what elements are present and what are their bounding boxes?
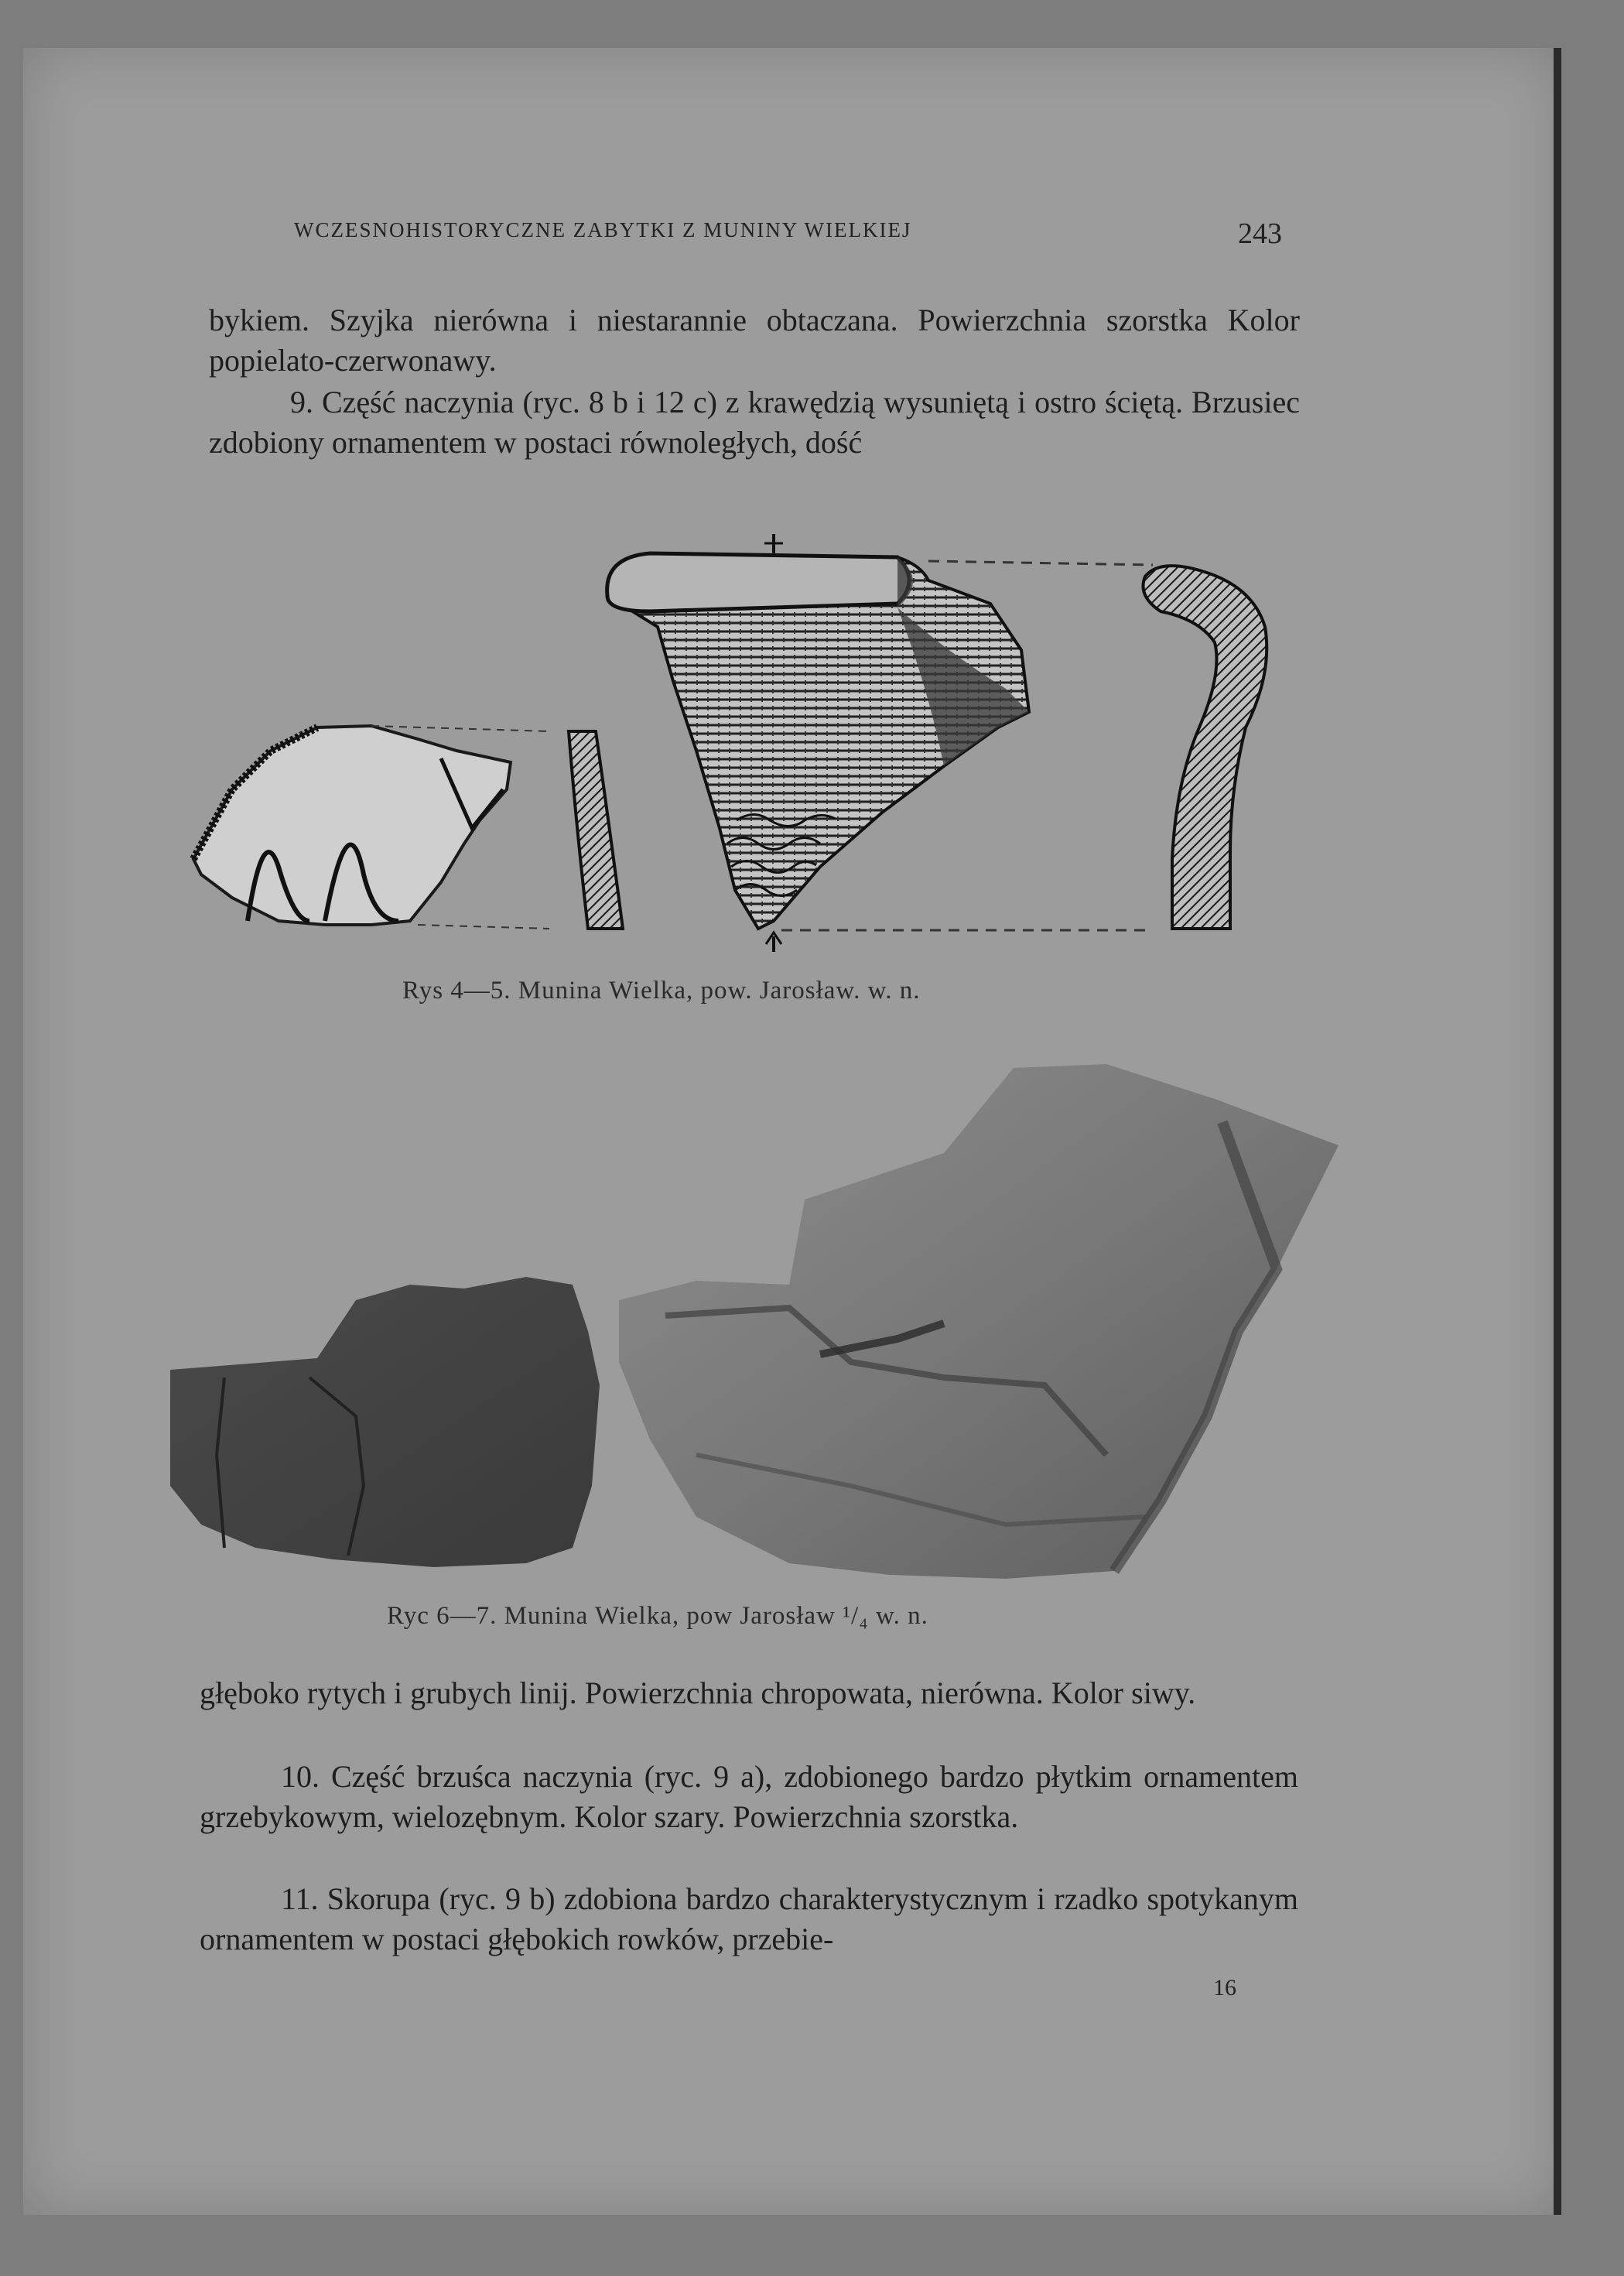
photo-light-sherd <box>619 1064 1339 1579</box>
paragraph-item-10: 10. Część brzuśca naczynia (ryc. 9 a), zdobionego bardzo płytkim ornamentem grzebykowym, wielozębnym. Kolor szary. Powierzchnia szorstka. <box>200 1759 1298 1834</box>
drawing-caption: Rys 4—5. Munina Wielka, pow. Jarosław. w. n. <box>402 977 921 1005</box>
paragraph-item-11: 11. Skorupa (ryc. 9 b) zdobiona bardzo charakterystycznym i rzadko spotykanym ornamentem w postaci głębokich rowków, przebie- <box>200 1881 1298 1956</box>
paragraph-item-9: 9. Część naczynia (ryc. 8 b i 12 c) z krawędzią wysuniętą i ostro ściętą. Brzusiec zdobiony ornamentem w postaci równoległych, dość <box>209 385 1300 460</box>
paragraph-continuation-2: głęboko rytych i grubych linij. Powierzchnia chropowata, nierówna. Kolor siwy. <box>200 1675 1196 1710</box>
sherd-outline-right <box>607 534 1153 952</box>
sherd-profile-right <box>1144 566 1267 929</box>
paragraph-continuation: bykiem. Szyjka nierówna i niestarannie obtaczana. Powierzchnia szorstka Kolor popielato-czerwonawy. <box>209 303 1300 378</box>
page-number: 243 <box>1238 217 1282 250</box>
photo-dark-sherd <box>170 1277 600 1567</box>
photo-caption: Ryc 6—7. Munina Wielka, pow Jarosław ¹/₄ w. n. <box>387 1602 928 1630</box>
sherd-drawings <box>186 534 1323 952</box>
running-title: WCZESNOHISTORYCZNE ZABYTKI Z MUNINY WIELKIEJ <box>294 218 912 241</box>
printer-signature: 16 <box>1213 1975 1236 2000</box>
sherd-profile-left <box>569 731 623 929</box>
sherd-outline-left <box>193 726 549 929</box>
sherd-photographs <box>155 1052 1362 1594</box>
